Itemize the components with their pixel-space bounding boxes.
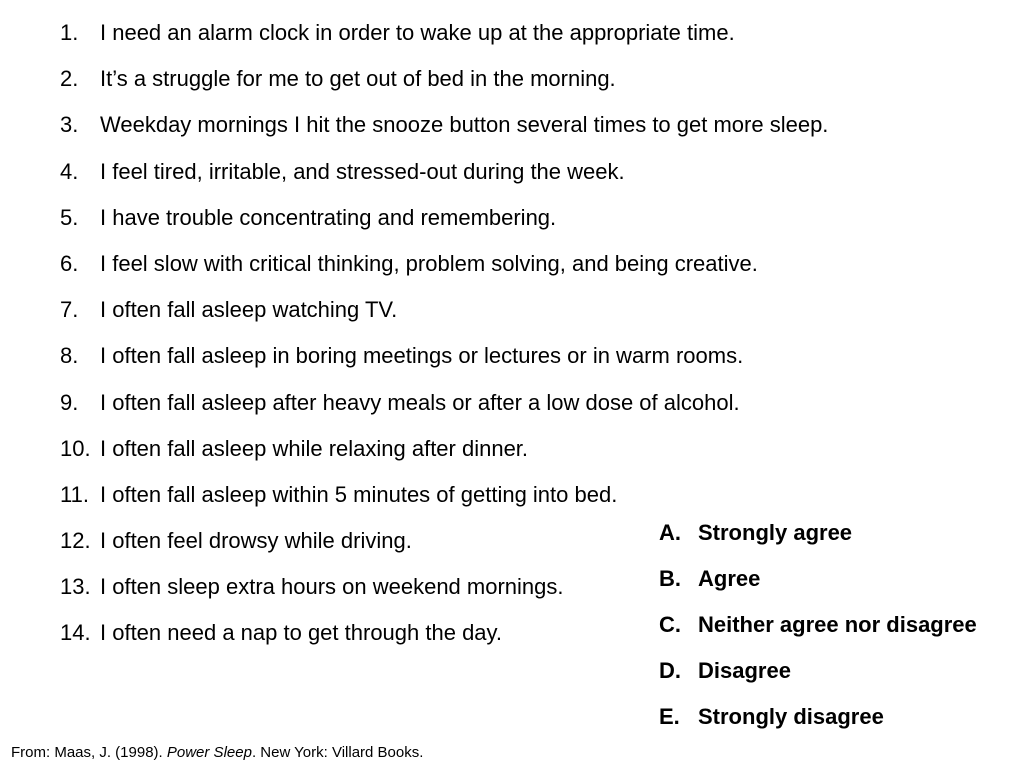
- statement-number: 2.: [60, 66, 79, 92]
- response-letter: D.: [659, 658, 681, 683]
- statement-number: 10.: [60, 435, 91, 461]
- statement-number: 11.: [60, 481, 89, 507]
- statement-item: [60, 62, 1020, 108]
- statement-item: [60, 155, 1020, 201]
- response-option-neutral: [659, 608, 1024, 654]
- statement-text: Weekday mornings I hit the snooze button several times to get more sleep.: [100, 112, 829, 138]
- statement-number: 4.: [60, 158, 79, 184]
- statement-item: [60, 432, 1020, 478]
- statement-item: [60, 293, 1020, 339]
- statement-text: I often fall asleep while relaxing after dinner.: [100, 435, 529, 461]
- citation-title: Power Sleep: [166, 744, 252, 761]
- citation-prefix: From: Maas, J. (1998).: [11, 744, 167, 761]
- statement-number: 1.: [60, 20, 79, 45]
- response-label: Strongly agree: [698, 520, 853, 545]
- response-scale: [659, 516, 1024, 746]
- statement-number: 13.: [60, 574, 91, 600]
- statement-number: 3.: [60, 112, 79, 138]
- response-option-disagree: [659, 654, 1024, 700]
- response-option-agree: [659, 562, 1024, 608]
- response-letter: E.: [659, 704, 680, 729]
- response-option-strongly-disagree: [659, 700, 1024, 746]
- statement-item: [60, 386, 1020, 432]
- response-option-strongly-agree: [659, 516, 1024, 562]
- response-label: Agree: [698, 566, 761, 591]
- statement-text: I often fall asleep watching TV.: [100, 297, 398, 323]
- response-label: Disagree: [698, 658, 791, 683]
- response-label: Neither agree nor disagree: [698, 612, 977, 637]
- source-citation: [11, 743, 423, 763]
- statement-text: I often fall asleep within 5 minutes of getting into bed.: [100, 481, 618, 507]
- response-label: Strongly disagree: [698, 704, 884, 729]
- statement-number: 9.: [60, 389, 79, 415]
- statement-text: I feel slow with critical thinking, problem solving, and being creative.: [100, 250, 758, 276]
- statement-text: I often feel drowsy while driving.: [100, 528, 412, 554]
- statement-number: 12.: [60, 528, 91, 554]
- statement-number: 6.: [60, 250, 79, 276]
- statement-text: I feel tired, irritable, and stressed-out during the week.: [100, 158, 625, 184]
- statement-item: [60, 339, 1020, 385]
- statement-item: [60, 201, 1020, 247]
- statement-text: It’s a struggle for me to get out of bed in the morning.: [100, 66, 616, 92]
- statement-text: I often need a nap to get through the day.: [100, 620, 503, 646]
- statement-number: 8.: [60, 343, 79, 369]
- citation-suffix: . New York: Villard Books.: [251, 744, 424, 761]
- statement-number: 7.: [60, 297, 79, 323]
- statement-item: [60, 247, 1020, 293]
- statement-item: [60, 16, 1020, 62]
- statement-text: I often fall asleep in boring meetings or lectures or in warm rooms.: [100, 343, 744, 369]
- response-letter: B.: [659, 566, 681, 591]
- statement-text: I often fall asleep after heavy meals or after a low dose of alcohol.: [100, 389, 740, 415]
- statement-number: 14.: [60, 620, 91, 646]
- statement-item: [60, 108, 1020, 154]
- response-letter: C.: [659, 612, 681, 637]
- statement-number: 5.: [60, 204, 79, 230]
- statement-text: I often sleep extra hours on weekend mornings.: [100, 574, 564, 600]
- statement-text: I have trouble concentrating and remembering.: [100, 204, 557, 230]
- response-letter: A.: [659, 520, 681, 545]
- statement-text: I need an alarm clock in order to wake up at the appropriate time.: [100, 20, 735, 45]
